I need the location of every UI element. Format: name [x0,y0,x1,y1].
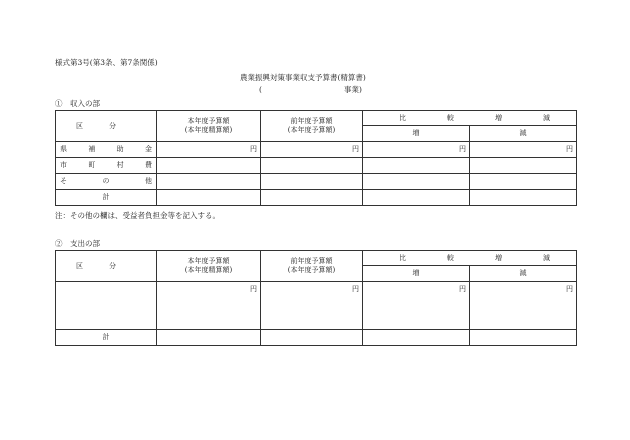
total-label: 計 [56,330,157,346]
expense-col-last-year: 前年度予算額 (本年度予算額) [261,251,363,282]
expense-row-total [56,330,577,346]
cell [261,330,363,346]
income-table [55,110,577,206]
cell [157,174,261,190]
expense-col-decrease: 減 [470,266,577,282]
form-number: 様式第3号(第3条、第7条関係) [55,58,158,67]
cell [363,158,470,174]
yen-unit: 円 [261,142,363,158]
income-heading: ① 収入の部 [55,99,100,108]
cell [470,174,577,190]
document-title: 農業振興対策事業収支予算書(精算書) [240,73,366,82]
income-row-prefecture-subsidy [56,142,577,158]
yen-unit: 円 [157,282,261,330]
income-note: 注：その他の欄は、受益者負担金等を記入する。 [55,211,220,220]
row-label: 市 町 村 費 [56,158,157,174]
income-col-decrease: 減 [470,126,577,142]
expense-heading: ② 支出の部 [55,239,100,248]
cell [157,190,261,206]
expense-table [55,250,577,346]
yen-unit: 円 [363,142,470,158]
income-col-category: 区 分 [56,111,157,142]
income-col-compare: 比 較 増 減 [363,111,577,126]
total-label: 計 [56,190,157,206]
row-label: そ の 他 [56,174,157,190]
expense-col-category: 区 分 [56,251,157,282]
income-row-municipal [56,158,577,174]
expense-col-compare: 比 較 増 減 [363,251,577,266]
cell [157,158,261,174]
cell [363,330,470,346]
cell [363,174,470,190]
cell [470,158,577,174]
cell [261,190,363,206]
income-col-last-year: 前年度予算額 (本年度予算額) [261,111,363,142]
cell [157,330,261,346]
subtitle-close: 事業) [344,85,362,94]
income-row-total [56,190,577,206]
yen-unit: 円 [261,282,363,330]
cell [56,282,157,330]
expense-col-increase: 増 [363,266,470,282]
cell [363,190,470,206]
cell [470,190,577,206]
yen-unit: 円 [363,282,470,330]
expense-row-items [56,282,577,330]
yen-unit: 円 [470,142,577,158]
yen-unit: 円 [470,282,577,330]
cell [261,174,363,190]
yen-unit: 円 [157,142,261,158]
row-label: 県 補 助 金 [56,142,157,158]
expense-col-this-year: 本年度予算額 (本年度精算額) [157,251,261,282]
income-col-increase: 増 [363,126,470,142]
income-col-this-year: 本年度予算額 (本年度精算額) [157,111,261,142]
income-row-other [56,174,577,190]
cell [470,330,577,346]
subtitle-open: ( [259,85,262,94]
cell [261,158,363,174]
